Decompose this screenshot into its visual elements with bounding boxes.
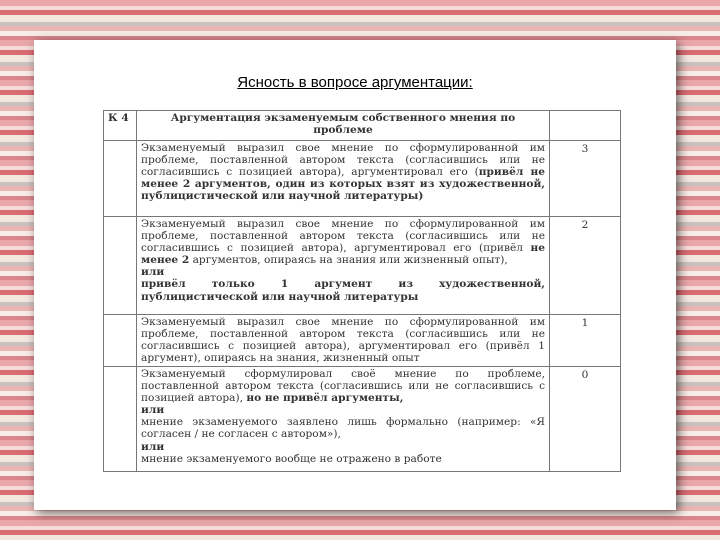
points-header — [550, 111, 621, 141]
slide — [34, 40, 676, 510]
row-code-cell — [104, 217, 137, 315]
table-row — [104, 217, 621, 315]
row-code-cell — [104, 141, 137, 217]
rubric-table — [103, 110, 621, 472]
row-text-bold: привёл не менее 2 аргументов, один из которых взят из художественной, публицистической или научной литературы) — [141, 166, 545, 203]
table-row — [104, 367, 621, 472]
table-row — [104, 315, 621, 367]
or-label: или — [141, 404, 165, 417]
table-row — [104, 141, 621, 217]
row-score: 0 — [550, 367, 621, 472]
or-label: или — [141, 266, 165, 279]
row-text: Экзаменуемый сформулировал своё мнение по проблеме, поставленной автором текста (согласившись или не согласившись с позицией автора), — [141, 368, 545, 405]
row-text-bold: не менее 2 — [141, 242, 545, 267]
row-description — [137, 315, 550, 367]
row-text: мнение экзаменуемого заявлено лишь формально (например: «Я согласен / не согласен с автором»), — [141, 416, 545, 441]
row-description — [137, 141, 550, 217]
slide-title: Ясность в вопросе аргументации: — [237, 74, 473, 91]
row-text-bold: но не привёл аргументы, — [246, 392, 404, 405]
row-code-cell — [104, 367, 137, 472]
table-header-row — [104, 111, 621, 141]
row-text: аргументов, опираясь на знания или жизненный опыт), — [189, 254, 508, 267]
row-code-cell — [104, 315, 137, 367]
row-text: Экзаменуемый выразил свое мнение по сформулированной им проблеме, поставленной автором текста (согласившись или не согласившись с позицией автора), аргументировал его ( — [141, 142, 545, 179]
row-score: 2 — [550, 217, 621, 315]
row-score: 1 — [550, 315, 621, 367]
criterion-title: Аргументация экзаменуемым собственного мнения по проблеме — [137, 111, 550, 141]
row-description — [137, 217, 550, 315]
row-text-bold: привёл только 1 аргумент из художественной, публицистической или научной литературы — [141, 278, 545, 303]
row-text: мнение экзаменуемого вообще не отражено в работе — [141, 452, 442, 465]
row-text: Экзаменуемый выразил свое мнение по сформулированной им проблеме, поставленной автором текста (согласившись или не согласившись с позицией автора), аргументировал его (привёл — [141, 218, 545, 255]
criterion-code: К 4 — [104, 111, 137, 141]
or-label: или — [141, 440, 165, 453]
row-description — [137, 367, 550, 472]
row-score: 3 — [550, 141, 621, 217]
row-text: Экзаменуемый выразил свое мнение по сформулированной им проблеме, поставленной автором текста (согласившись или не согласившись с позицией автора), аргументировал его (привёл 1 аргумент), опираясь на знания, жизненный опыт — [141, 316, 545, 365]
